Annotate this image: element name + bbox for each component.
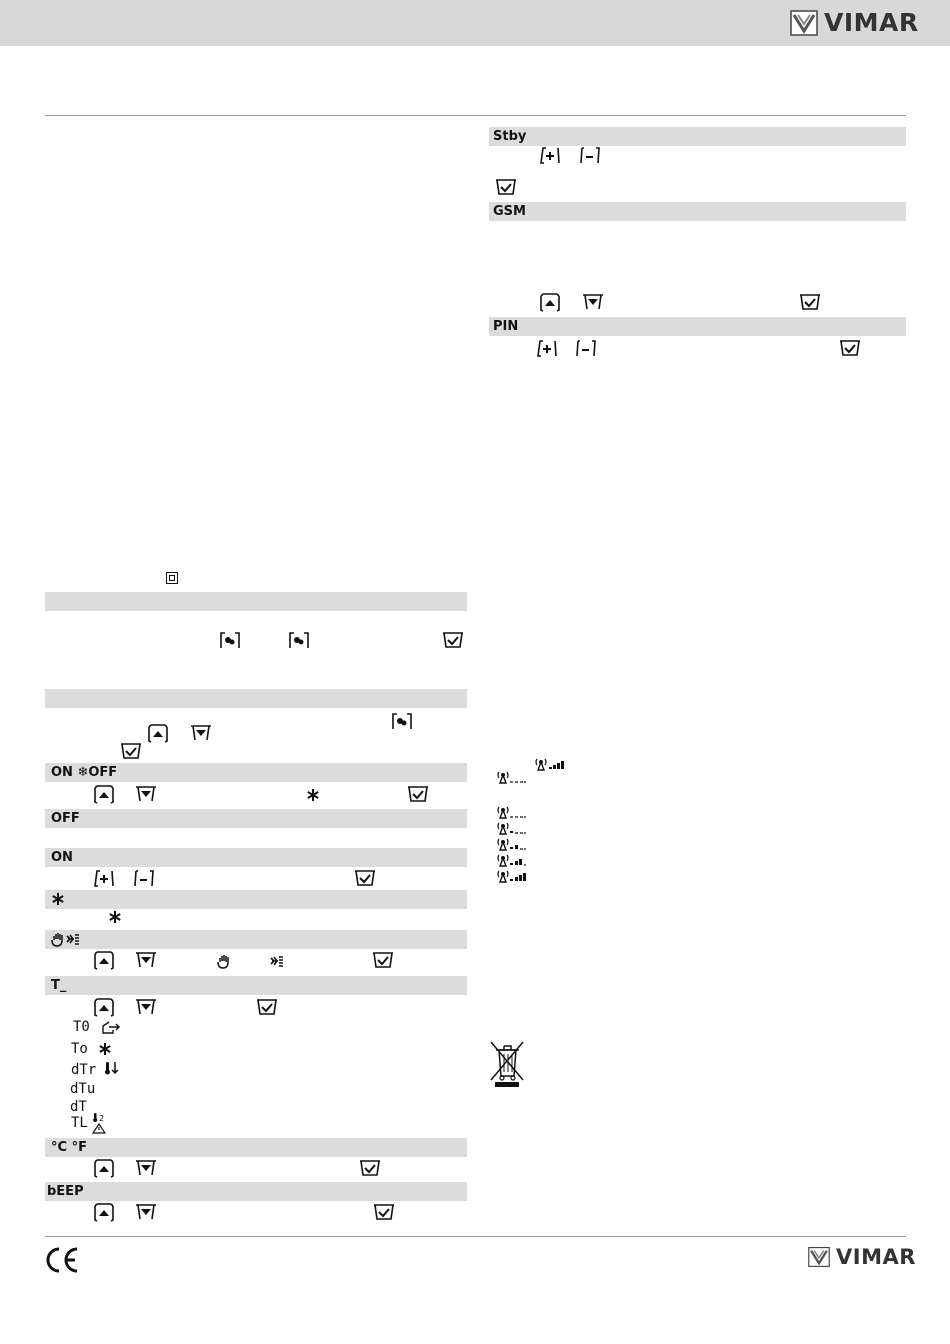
snowflake-icon	[108, 910, 122, 924]
plus-key-icon	[538, 146, 562, 165]
down-key-icon	[134, 785, 158, 804]
dtr-label: dTr	[71, 1062, 97, 1078]
weee-bin-icon	[489, 1040, 525, 1088]
vimar-logo-icon	[808, 1246, 830, 1268]
left-bar-on	[45, 848, 467, 867]
left-bar-onoff	[45, 763, 467, 782]
fan-icon	[270, 953, 284, 969]
snowflake-icon	[51, 892, 65, 906]
up-key-icon	[92, 998, 116, 1017]
signal-icon	[497, 837, 527, 851]
confirm-key-icon	[798, 293, 822, 312]
signal-icon	[497, 821, 527, 835]
up-key-icon	[538, 293, 562, 312]
up-key-icon	[146, 724, 170, 743]
fan-icon	[66, 931, 80, 947]
left-bar-1	[45, 592, 467, 611]
right-bar-gsm	[489, 202, 906, 221]
left-bar-temp	[45, 976, 467, 995]
footer-brand-text: VIMAR	[836, 1245, 916, 1269]
hand-key-icon	[287, 631, 311, 650]
header-brand-text: VIMAR	[824, 8, 919, 37]
left-bar-off	[45, 809, 467, 828]
left-bar-2	[45, 689, 467, 708]
down-key-icon	[134, 1203, 158, 1222]
right-bar-stby	[489, 127, 906, 146]
left-bar-beep	[45, 1182, 467, 1201]
confirm-key-icon	[119, 742, 143, 761]
up-key-icon	[92, 785, 116, 804]
confirm-key-icon	[371, 951, 395, 970]
right-bar-pin	[489, 317, 906, 336]
dtu-label: dTu	[70, 1081, 96, 1097]
onoff-label: ON ❄OFF	[51, 765, 118, 780]
left-bar-unit	[45, 1138, 467, 1157]
double-insulation-icon	[166, 572, 178, 584]
heat-icon	[216, 953, 230, 969]
thermometer-alarm-icon	[91, 1112, 107, 1134]
bottom-rule	[45, 1236, 906, 1237]
up-key-icon	[92, 1159, 116, 1178]
left-bar-snow	[45, 890, 467, 909]
signal-icon	[497, 770, 527, 784]
snowflake-icon	[306, 788, 320, 802]
gsm-label: GSM	[493, 204, 526, 219]
pin-label: PIN	[493, 319, 519, 334]
down-key-icon	[134, 951, 158, 970]
on-label: ON	[51, 850, 73, 865]
t0-label: T0	[73, 1019, 90, 1035]
confirm-key-icon	[494, 178, 518, 197]
minus-key-icon	[574, 339, 598, 358]
down-key-icon	[134, 1159, 158, 1178]
svg-text:2: 2	[99, 1114, 105, 1123]
exit-icon	[101, 1020, 121, 1034]
ce-mark-icon	[44, 1246, 80, 1274]
stby-label: Stby	[493, 129, 527, 144]
confirm-key-icon	[838, 339, 862, 358]
confirm-key-icon	[372, 1203, 396, 1222]
minus-key-icon	[578, 146, 602, 165]
temp-offset-label: T_	[51, 978, 67, 993]
heat-icon	[50, 931, 64, 947]
plus-key-icon	[535, 339, 559, 358]
top-rule	[45, 115, 906, 116]
signal-icon	[497, 805, 527, 819]
celsius-fahrenheit-label: °C °F	[51, 1140, 87, 1155]
up-key-icon	[92, 1203, 116, 1222]
beep-label: bEEP	[47, 1184, 84, 1199]
confirm-key-icon	[358, 1159, 382, 1178]
confirm-key-icon	[255, 998, 279, 1017]
down-key-icon	[189, 724, 213, 743]
signal-icon	[497, 869, 527, 883]
up-key-icon	[92, 951, 116, 970]
header-logo	[790, 8, 919, 37]
minus-key-icon	[132, 869, 156, 888]
left-bar-heat-fan	[45, 930, 467, 949]
confirm-key-icon	[353, 869, 377, 888]
signal-icon	[535, 757, 565, 771]
dt-label: dT	[70, 1099, 87, 1115]
hand-key-icon	[218, 631, 242, 650]
to-label: To	[71, 1041, 88, 1057]
vimar-logo-icon	[790, 10, 818, 36]
confirm-key-icon	[406, 785, 430, 804]
plus-key-icon	[92, 869, 116, 888]
snowflake-icon	[98, 1042, 112, 1056]
down-key-icon	[134, 998, 158, 1017]
down-key-icon	[581, 293, 605, 312]
off-label: OFF	[51, 811, 80, 826]
confirm-key-icon	[441, 631, 465, 650]
signal-icon	[497, 853, 527, 867]
hand-key-icon	[390, 712, 414, 731]
thermometer-down-icon	[104, 1061, 120, 1075]
footer-logo	[808, 1245, 916, 1269]
tl-label: TL	[71, 1115, 88, 1131]
